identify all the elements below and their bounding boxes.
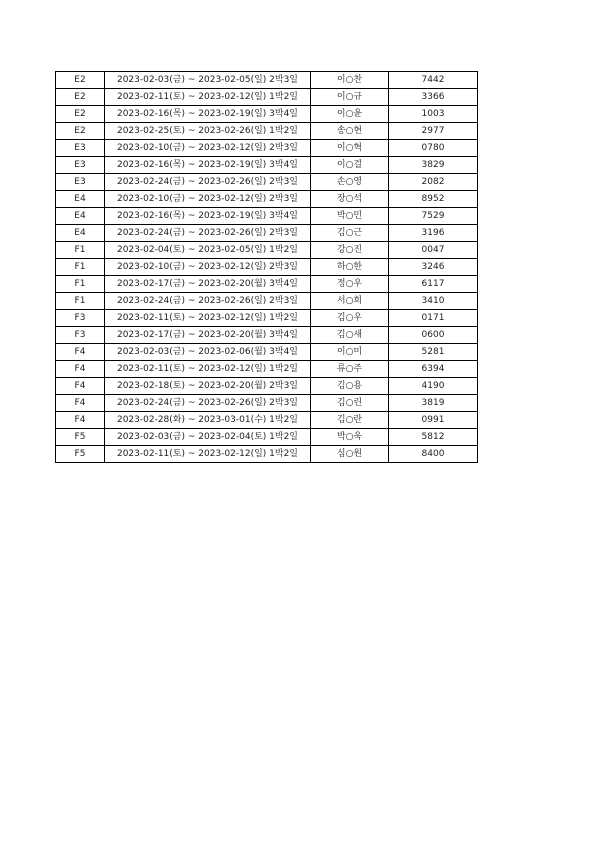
table-row xyxy=(56,327,478,344)
site-code-cell: F4 xyxy=(56,395,105,412)
guest-name-cell: 김○근 xyxy=(311,225,389,242)
table-row xyxy=(56,446,478,463)
stay-period-cell: 2023-02-03(금) ~ 2023-02-05(일) 2박3일 xyxy=(105,72,311,89)
reservation-number-cell: 0600 xyxy=(389,327,478,344)
table-row xyxy=(56,276,478,293)
stay-period-cell: 2023-02-24(금) ~ 2023-02-26(일) 2박3일 xyxy=(105,293,311,310)
guest-name-cell: 김○새 xyxy=(311,327,389,344)
site-code-cell: E3 xyxy=(56,157,105,174)
reservation-number-cell: 3196 xyxy=(389,225,478,242)
reservation-number-cell: 8400 xyxy=(389,446,478,463)
stay-period-cell: 2023-02-24(금) ~ 2023-02-26(일) 2박3일 xyxy=(105,225,311,242)
reservation-number-cell: 0047 xyxy=(389,242,478,259)
table-row xyxy=(56,225,478,242)
stay-period-cell: 2023-02-11(토) ~ 2023-02-12(일) 1박2일 xyxy=(105,310,311,327)
stay-period-cell: 2023-02-04(토) ~ 2023-02-05(일) 1박2일 xyxy=(105,242,311,259)
table-row xyxy=(56,89,478,106)
guest-name-cell: 이○혁 xyxy=(311,140,389,157)
guest-name-cell: 이○규 xyxy=(311,89,389,106)
reservation-number-cell: 3366 xyxy=(389,89,478,106)
site-code-cell: F5 xyxy=(56,446,105,463)
guest-name-cell: 박○욱 xyxy=(311,429,389,446)
stay-period-cell: 2023-02-17(금) ~ 2023-02-20(월) 3박4일 xyxy=(105,276,311,293)
stay-period-cell: 2023-02-03(금) ~ 2023-02-06(월) 3박4일 xyxy=(105,344,311,361)
stay-period-cell: 2023-02-10(금) ~ 2023-02-12(일) 2박3일 xyxy=(105,191,311,208)
guest-name-cell: 김○우 xyxy=(311,310,389,327)
site-code-cell: F5 xyxy=(56,429,105,446)
stay-period-cell: 2023-02-03(금) ~ 2023-02-04(토) 1박2일 xyxy=(105,429,311,446)
guest-name-cell: 김○용 xyxy=(311,378,389,395)
reservation-number-cell: 3819 xyxy=(389,395,478,412)
stay-period-cell: 2023-02-10(금) ~ 2023-02-12(일) 2박3일 xyxy=(105,259,311,276)
site-code-cell: E4 xyxy=(56,208,105,225)
reservation-number-cell: 0171 xyxy=(389,310,478,327)
reservation-number-cell: 0991 xyxy=(389,412,478,429)
reservation-number-cell: 0780 xyxy=(389,140,478,157)
reservation-number-cell: 3410 xyxy=(389,293,478,310)
table-row xyxy=(56,72,478,89)
site-code-cell: E4 xyxy=(56,191,105,208)
site-code-cell: F4 xyxy=(56,412,105,429)
site-code-cell: F3 xyxy=(56,310,105,327)
stay-period-cell: 2023-02-11(토) ~ 2023-02-12(일) 1박2일 xyxy=(105,446,311,463)
guest-name-cell: 이○찬 xyxy=(311,72,389,89)
reservation-number-cell: 8952 xyxy=(389,191,478,208)
stay-period-cell: 2023-02-16(목) ~ 2023-02-19(일) 3박4일 xyxy=(105,106,311,123)
table-row xyxy=(56,157,478,174)
site-code-cell: F1 xyxy=(56,276,105,293)
stay-period-cell: 2023-02-16(목) ~ 2023-02-19(일) 3박4일 xyxy=(105,208,311,225)
guest-name-cell: 심○원 xyxy=(311,446,389,463)
site-code-cell: F1 xyxy=(56,242,105,259)
guest-name-cell: 이○걸 xyxy=(311,157,389,174)
table-row xyxy=(56,123,478,140)
reservation-number-cell: 1003 xyxy=(389,106,478,123)
guest-name-cell: 김○린 xyxy=(311,395,389,412)
site-code-cell: E3 xyxy=(56,140,105,157)
stay-period-cell: 2023-02-11(토) ~ 2023-02-12(일) 1박2일 xyxy=(105,361,311,378)
site-code-cell: E2 xyxy=(56,72,105,89)
stay-period-cell: 2023-02-28(화) ~ 2023-03-01(수) 1박2일 xyxy=(105,412,311,429)
guest-name-cell: 김○란 xyxy=(311,412,389,429)
guest-name-cell: 강○진 xyxy=(311,242,389,259)
site-code-cell: F4 xyxy=(56,344,105,361)
guest-name-cell: 정○우 xyxy=(311,276,389,293)
booking-table xyxy=(55,71,478,463)
reservation-number-cell: 5281 xyxy=(389,344,478,361)
site-code-cell: E2 xyxy=(56,89,105,106)
table-row xyxy=(56,395,478,412)
table-row xyxy=(56,174,478,191)
site-code-cell: F4 xyxy=(56,361,105,378)
table-row xyxy=(56,191,478,208)
stay-period-cell: 2023-02-25(토) ~ 2023-02-26(일) 1박2일 xyxy=(105,123,311,140)
site-code-cell: E2 xyxy=(56,123,105,140)
reservation-number-cell: 5812 xyxy=(389,429,478,446)
table-row xyxy=(56,378,478,395)
reservation-number-cell: 3829 xyxy=(389,157,478,174)
guest-name-cell: 손○영 xyxy=(311,174,389,191)
guest-name-cell: 류○주 xyxy=(311,361,389,378)
reservation-number-cell: 6394 xyxy=(389,361,478,378)
stay-period-cell: 2023-02-10(금) ~ 2023-02-12(일) 2박3일 xyxy=(105,140,311,157)
site-code-cell: F4 xyxy=(56,378,105,395)
reservation-number-cell: 2977 xyxy=(389,123,478,140)
table-row xyxy=(56,344,478,361)
stay-period-cell: 2023-02-17(금) ~ 2023-02-20(월) 3박4일 xyxy=(105,327,311,344)
site-code-cell: E2 xyxy=(56,106,105,123)
site-code-cell: F1 xyxy=(56,259,105,276)
site-code-cell: E4 xyxy=(56,225,105,242)
site-code-cell: E3 xyxy=(56,174,105,191)
table-row xyxy=(56,208,478,225)
guest-name-cell: 송○현 xyxy=(311,123,389,140)
reservation-number-cell: 6117 xyxy=(389,276,478,293)
stay-period-cell: 2023-02-16(목) ~ 2023-02-19(일) 3박4일 xyxy=(105,157,311,174)
table-row xyxy=(56,106,478,123)
table-row xyxy=(56,429,478,446)
reservation-number-cell: 7442 xyxy=(389,72,478,89)
table-row xyxy=(56,361,478,378)
table-row xyxy=(56,259,478,276)
table-row xyxy=(56,242,478,259)
site-code-cell: F3 xyxy=(56,327,105,344)
reservation-number-cell: 4190 xyxy=(389,378,478,395)
table-row xyxy=(56,140,478,157)
site-code-cell: F1 xyxy=(56,293,105,310)
reservation-number-cell: 3246 xyxy=(389,259,478,276)
stay-period-cell: 2023-02-11(토) ~ 2023-02-12(일) 1박2일 xyxy=(105,89,311,106)
guest-name-cell: 이○윤 xyxy=(311,106,389,123)
guest-name-cell: 서○희 xyxy=(311,293,389,310)
reservation-number-cell: 2082 xyxy=(389,174,478,191)
guest-name-cell: 이○미 xyxy=(311,344,389,361)
stay-period-cell: 2023-02-24(금) ~ 2023-02-26(일) 2박3일 xyxy=(105,395,311,412)
table-row xyxy=(56,412,478,429)
reservation-number-cell: 7529 xyxy=(389,208,478,225)
guest-name-cell: 하○한 xyxy=(311,259,389,276)
stay-period-cell: 2023-02-18(토) ~ 2023-02-20(월) 2박3일 xyxy=(105,378,311,395)
guest-name-cell: 장○석 xyxy=(311,191,389,208)
booking-table-body xyxy=(56,72,478,463)
guest-name-cell: 박○민 xyxy=(311,208,389,225)
table-row xyxy=(56,293,478,310)
stay-period-cell: 2023-02-24(금) ~ 2023-02-26(일) 2박3일 xyxy=(105,174,311,191)
table-row xyxy=(56,310,478,327)
